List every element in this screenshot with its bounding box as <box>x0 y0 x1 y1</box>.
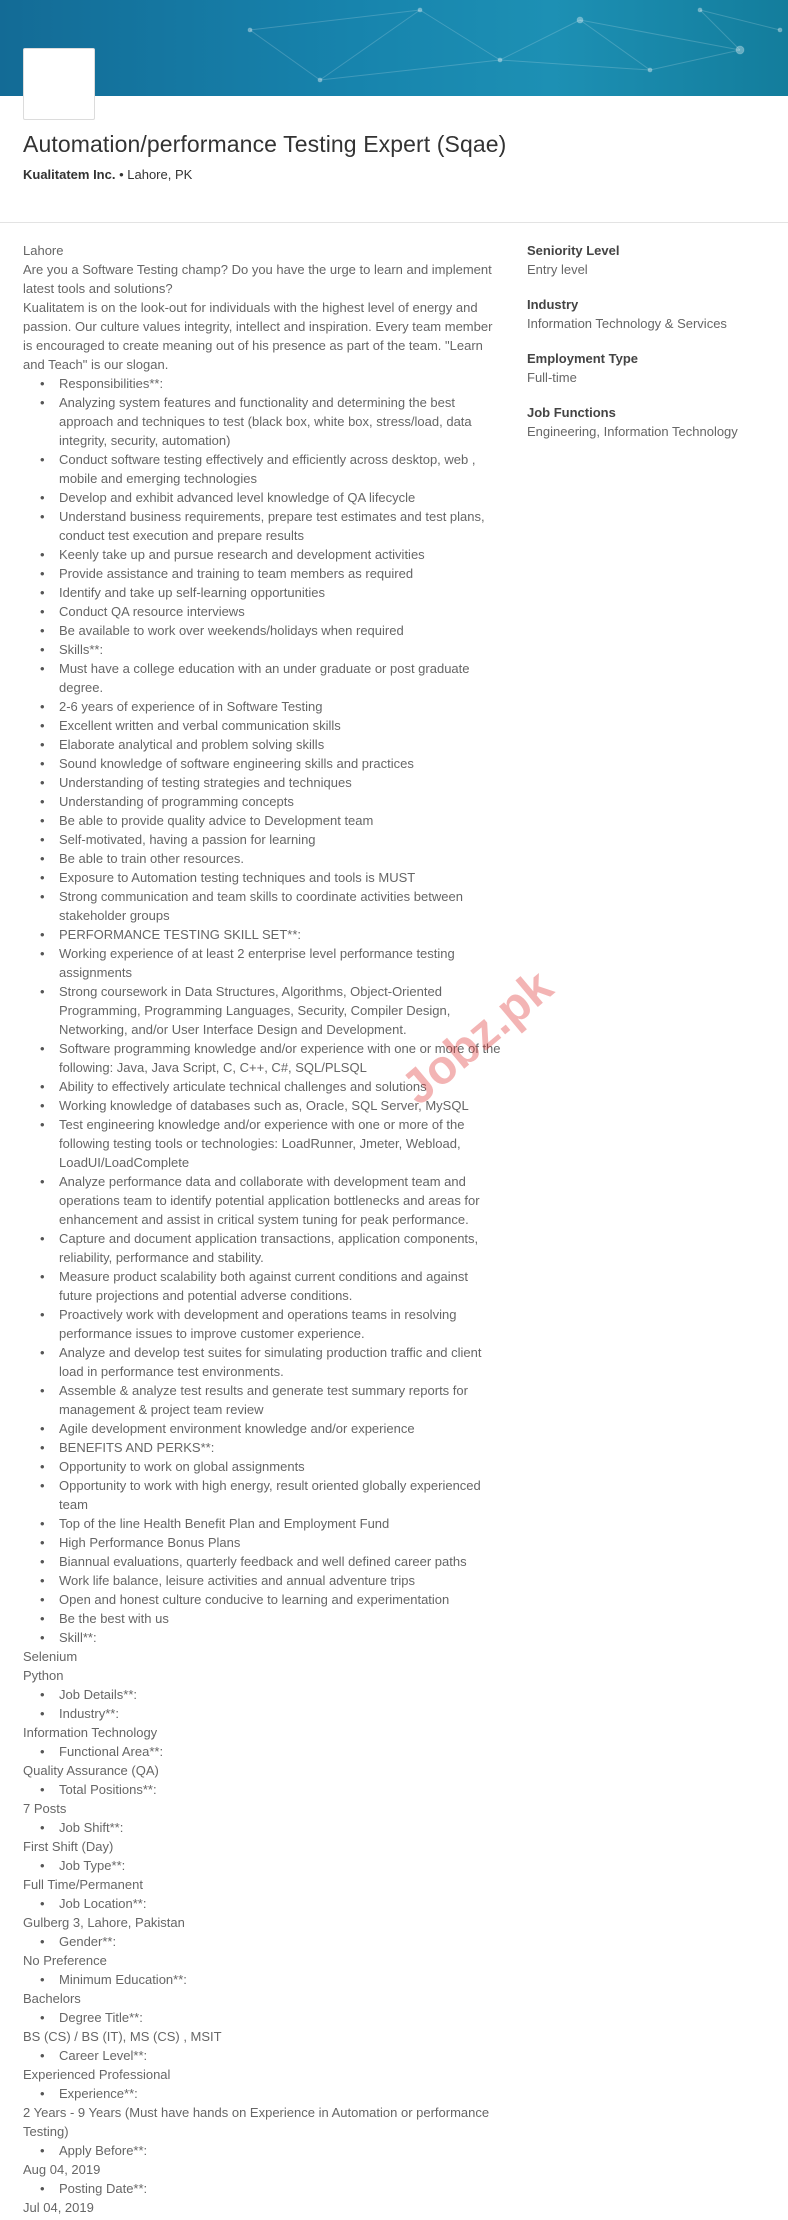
description-paragraph: BS (CS) / BS (IT), MS (CS) , MSIT <box>23 2029 222 2044</box>
list-item-text: Test engineering knowledge and/or experience with one or more of the following testing tools or technologies: LoadRunner, Jmeter, Webload, LoadUI/LoadComplete <box>59 1117 465 1170</box>
bullet-icon: • <box>40 2048 45 2063</box>
list-item <box>23 849 503 868</box>
list-item <box>23 773 503 792</box>
list-item <box>23 1419 503 1438</box>
separator: • <box>115 167 128 182</box>
list-item-text: Industry**: <box>59 1706 119 1721</box>
list-item-text: Apply Before**: <box>59 2143 148 2158</box>
bullet-icon: • <box>40 2010 45 2025</box>
list-item-text: Experience**: <box>59 2086 138 2101</box>
list-item <box>23 1932 503 1951</box>
bullet-icon: • <box>40 1858 45 1873</box>
list-item <box>23 1780 503 1799</box>
list-item-text: Exposure to Automation testing techniques and tools is MUST <box>59 870 416 885</box>
list-item <box>23 1115 503 1172</box>
criteria-value: Full-time <box>527 370 577 385</box>
list-item-text: Working knowledge of databases such as, Oracle, SQL Server, MySQL <box>59 1098 469 1113</box>
description-paragraph: Bachelors <box>23 1991 81 2006</box>
bullet-icon: • <box>40 642 45 657</box>
bullet-icon: • <box>40 794 45 809</box>
list-item <box>23 2046 503 2065</box>
list-item-text: Understand business requirements, prepare test estimates and test plans, conduct test execution and prepare results <box>59 509 485 543</box>
bullet-icon: • <box>40 1972 45 1987</box>
list-item-text: Understanding of programming concepts <box>59 794 294 809</box>
job-description <box>23 241 503 2217</box>
list-item-text: Job Location**: <box>59 1896 147 1911</box>
list-item <box>23 583 503 602</box>
list-item <box>23 716 503 735</box>
criteria-item <box>527 241 777 279</box>
list-item-text: Job Type**: <box>59 1858 126 1873</box>
bullet-icon: • <box>40 1459 45 1474</box>
list-item-text: Excellent written and verbal communication skills <box>59 718 341 733</box>
list-item-text: Proactively work with development and operations teams in resolving performance issues to improve customer experience. <box>59 1307 457 1341</box>
list-item-text: PERFORMANCE TESTING SKILL SET**: <box>59 927 301 942</box>
criteria-value: Entry level <box>527 262 588 277</box>
bullet-icon: • <box>40 1573 45 1588</box>
list-item-text: High Performance Bonus Plans <box>59 1535 241 1550</box>
list-item <box>23 1457 503 1476</box>
list-item <box>23 1552 503 1571</box>
section-divider <box>0 222 788 223</box>
list-item <box>23 1172 503 1229</box>
bullet-icon: • <box>40 1079 45 1094</box>
bullet-icon: • <box>40 832 45 847</box>
list-item-text: Identify and take up self-learning opportunities <box>59 585 325 600</box>
bullet-icon: • <box>40 756 45 771</box>
company-location-line <box>23 167 192 182</box>
list-item <box>23 1514 503 1533</box>
list-item-text: Total Positions**: <box>59 1782 157 1797</box>
bullet-icon: • <box>40 661 45 676</box>
list-item-text: Open and honest culture conducive to learning and experimentation <box>59 1592 450 1607</box>
list-item <box>23 1894 503 1913</box>
bullet-icon: • <box>40 851 45 866</box>
criteria-item <box>527 403 777 441</box>
list-item <box>23 1970 503 1989</box>
bullet-icon: • <box>40 1630 45 1645</box>
description-paragraph: 2 Years - 9 Years (Must have hands on Experience in Automation or performance Testing) <box>23 2105 490 2139</box>
list-item-text: Agile development environment knowledge and/or experience <box>59 1421 415 1436</box>
description-paragraph: Kualitatem is on the look-out for individuals with the highest level of energy and passion. Our culture values integrity, intellect and inspiration. Every team member is encouraged to create meaning out of his presence as part of the team. "Learn and Teach" is our slogan. <box>23 300 493 372</box>
list-item-text: Ability to effectively articulate technical challenges and solutions <box>59 1079 427 1094</box>
bullet-icon: • <box>40 984 45 999</box>
list-item <box>23 2179 503 2198</box>
list-item-text: Analyzing system features and functionality and determining the best approach and techniques to test (black box, white box, stress/load, data integrity, security, automation) <box>59 395 472 448</box>
job-title: Automation/performance Testing Expert (Sqae) <box>23 131 507 157</box>
list-item-text: Provide assistance and training to team members as required <box>59 566 414 581</box>
list-item-text: Skills**: <box>59 642 104 657</box>
list-item <box>23 621 503 640</box>
bullet-icon: • <box>40 1535 45 1550</box>
list-item <box>23 1609 503 1628</box>
bullet-icon: • <box>40 1706 45 1721</box>
bullet-icon: • <box>40 946 45 961</box>
list-item <box>23 1856 503 1875</box>
bullet-icon: • <box>40 1896 45 1911</box>
bullet-icon: • <box>40 395 45 410</box>
list-item-text: Analyze performance data and collaborate with development team and operations team to identify potential application bottlenecks and areas for enhancement and assist in critical system tuning for peak performance. <box>59 1174 480 1227</box>
list-item-text: Gender**: <box>59 1934 117 1949</box>
criteria-item <box>527 349 777 387</box>
list-item <box>23 2008 503 2027</box>
description-paragraph: Selenium <box>23 1649 78 1664</box>
description-paragraph: Full Time/Permanent <box>23 1877 143 1892</box>
list-item <box>23 564 503 583</box>
list-item <box>23 374 503 393</box>
list-item-text: Be able to train other resources. <box>59 851 244 866</box>
list-item <box>23 1476 503 1514</box>
bullet-icon: • <box>40 1592 45 1607</box>
list-item <box>23 507 503 545</box>
list-item <box>23 925 503 944</box>
bullet-icon: • <box>40 1554 45 1569</box>
list-item-text: Job Details**: <box>59 1687 138 1702</box>
list-item-text: Strong coursework in Data Structures, Algorithms, Object-Oriented Programming, Programming Languages, Security, Compiler Design, Networking, and/or User Interface Design and Development. <box>59 984 451 1037</box>
list-item-text: Minimum Education**: <box>59 1972 187 1987</box>
description-paragraph: No Preference <box>23 1953 107 1968</box>
company-logo[interactable] <box>23 48 95 120</box>
bullet-icon: • <box>40 1345 45 1360</box>
list-item-text: Be able to provide quality advice to Development team <box>59 813 374 828</box>
description-paragraph: First Shift (Day) <box>23 1839 114 1854</box>
list-item-text: Be the best with us <box>59 1611 169 1626</box>
bullet-icon: • <box>40 1820 45 1835</box>
list-item <box>23 697 503 716</box>
criteria-label: Employment Type <box>527 351 639 366</box>
criteria-label: Seniority Level <box>527 243 620 258</box>
bullet-icon: • <box>40 2143 45 2158</box>
bullet-icon: • <box>40 1383 45 1398</box>
list-item <box>23 982 503 1039</box>
list-item-text: Degree Title**: <box>59 2010 143 2025</box>
list-item-text: Responsibilities**: <box>59 376 164 391</box>
list-item-text: Elaborate analytical and problem solving skills <box>59 737 325 752</box>
bullet-icon: • <box>40 2181 45 2196</box>
bullet-icon: • <box>40 775 45 790</box>
list-item <box>23 1305 503 1343</box>
list-item-text: Sound knowledge of software engineering skills and practices <box>59 756 414 771</box>
list-item-text: BENEFITS AND PERKS**: <box>59 1440 215 1455</box>
list-item <box>23 545 503 564</box>
list-item-text: Working experience of at least 2 enterprise level performance testing assignments <box>59 946 455 980</box>
description-paragraph: Jul 04, 2019 <box>23 2200 94 2215</box>
job-location: Lahore, PK <box>127 167 193 182</box>
list-item <box>23 2141 503 2160</box>
bullet-icon: • <box>40 737 45 752</box>
list-item-text: Functional Area**: <box>59 1744 164 1759</box>
bullet-icon: • <box>40 1744 45 1759</box>
list-item <box>23 1685 503 1704</box>
list-item-text: Work life balance, leisure activities and annual adventure trips <box>59 1573 416 1588</box>
list-item-text: Opportunity to work with high energy, result oriented globally experienced team <box>59 1478 481 1512</box>
list-item <box>23 1438 503 1457</box>
bullet-icon: • <box>40 1231 45 1246</box>
bullet-icon: • <box>40 1782 45 1797</box>
bullet-icon: • <box>40 452 45 467</box>
list-item <box>23 393 503 450</box>
bullet-icon: • <box>40 927 45 942</box>
list-item-text: Top of the line Health Benefit Plan and Employment Fund <box>59 1516 390 1531</box>
bullet-icon: • <box>40 1307 45 1322</box>
list-item-text: Understanding of testing strategies and techniques <box>59 775 352 790</box>
bullet-icon: • <box>40 585 45 600</box>
list-item <box>23 1628 503 1647</box>
list-item-text: Biannual evaluations, quarterly feedback and well defined career paths <box>59 1554 467 1569</box>
description-paragraph: Python <box>23 1668 64 1683</box>
header-banner <box>0 0 788 96</box>
list-item <box>23 754 503 773</box>
description-paragraph: Gulberg 3, Lahore, Pakistan <box>23 1915 185 1930</box>
list-item <box>23 1533 503 1552</box>
bullet-icon: • <box>40 2086 45 2101</box>
list-item <box>23 944 503 982</box>
list-item <box>23 1267 503 1305</box>
bullet-icon: • <box>40 547 45 562</box>
watermark: Jobz.pk <box>391 959 563 1116</box>
list-item-text: Capture and document application transactions, application components, reliability, performance and stability. <box>59 1231 479 1265</box>
list-item-text: Software programming knowledge and/or experience with one or more of the following: Java, Java Script, C, C++, C#, SQL/PLSQL <box>59 1041 501 1075</box>
list-item-text: Keenly take up and pursue research and development activities <box>59 547 425 562</box>
bullet-icon: • <box>40 490 45 505</box>
list-item-text: Strong communication and team skills to coordinate activities between stakeholder groups <box>59 889 463 923</box>
bullet-icon: • <box>40 509 45 524</box>
list-item-text: Assemble & analyze test results and generate test summary reports for management & project team review <box>59 1383 468 1417</box>
bullet-icon: • <box>40 1117 45 1132</box>
bullet-icon: • <box>40 1440 45 1455</box>
list-item <box>23 1590 503 1609</box>
description-paragraph: Information Technology <box>23 1725 158 1740</box>
job-criteria <box>527 241 777 457</box>
bullet-icon: • <box>40 870 45 885</box>
list-item <box>23 640 503 659</box>
bullet-icon: • <box>40 604 45 619</box>
list-item <box>23 1229 503 1267</box>
list-item-text: Posting Date**: <box>59 2181 148 2196</box>
list-item-text: Analyze and develop test suites for simulating production traffic and client load in performance test environments. <box>59 1345 482 1379</box>
list-item-text: 2-6 years of experience of in Software Testing <box>59 699 323 714</box>
list-item <box>23 659 503 697</box>
bullet-icon: • <box>40 1269 45 1284</box>
criteria-value: Information Technology & Services <box>527 316 727 331</box>
bullet-icon: • <box>40 623 45 638</box>
bullet-icon: • <box>40 1421 45 1436</box>
list-item <box>23 830 503 849</box>
bullet-icon: • <box>40 699 45 714</box>
list-item <box>23 1381 503 1419</box>
list-item <box>23 735 503 754</box>
list-item <box>23 1343 503 1381</box>
bullet-icon: • <box>40 1934 45 1949</box>
list-item <box>23 1818 503 1837</box>
list-item-text: Conduct software testing effectively and efficiently across desktop, web , mobile and emerging technologies <box>59 452 476 486</box>
list-item <box>23 2084 503 2103</box>
bullet-icon: • <box>40 376 45 391</box>
bullet-icon: • <box>40 1478 45 1493</box>
list-item <box>23 811 503 830</box>
list-item <box>23 602 503 621</box>
list-item-text: Opportunity to work on global assignments <box>59 1459 305 1474</box>
bullet-icon: • <box>40 718 45 733</box>
description-paragraph: Lahore <box>23 243 64 258</box>
bullet-icon: • <box>40 1516 45 1531</box>
bullet-icon: • <box>40 1174 45 1189</box>
list-item <box>23 488 503 507</box>
bullet-icon: • <box>40 1098 45 1113</box>
list-item <box>23 450 503 488</box>
bullet-icon: • <box>40 813 45 828</box>
list-item-text: Skill**: <box>59 1630 97 1645</box>
list-item-text: Conduct QA resource interviews <box>59 604 245 619</box>
list-item <box>23 868 503 887</box>
list-item-text: Be available to work over weekends/holidays when required <box>59 623 404 638</box>
list-item <box>23 1571 503 1590</box>
list-item-text: Job Shift**: <box>59 1820 124 1835</box>
list-item <box>23 792 503 811</box>
bullet-icon: • <box>40 1041 45 1056</box>
criteria-item <box>527 295 777 333</box>
description-paragraph: Aug 04, 2019 <box>23 2162 101 2177</box>
description-paragraph: Experienced Professional <box>23 2067 171 2082</box>
list-item-text: Self-motivated, having a passion for learning <box>59 832 316 847</box>
list-item-text: Develop and exhibit advanced level knowledge of QA lifecycle <box>59 490 416 505</box>
list-item <box>23 1704 503 1723</box>
list-item-text: Career Level**: <box>59 2048 148 2063</box>
description-paragraph: 7 Posts <box>23 1801 67 1816</box>
description-paragraph: Quality Assurance (QA) <box>23 1763 159 1778</box>
bullet-icon: • <box>40 889 45 904</box>
description-paragraph: Are you a Software Testing champ? Do you have the urge to learn and implement latest tools and solutions? <box>23 262 492 296</box>
list-item <box>23 887 503 925</box>
list-item-text: Measure product scalability both against current conditions and against future projections and potential adverse conditions. <box>59 1269 469 1303</box>
bullet-icon: • <box>40 1687 45 1702</box>
network-pattern-graphic <box>0 0 788 96</box>
bullet-icon: • <box>40 566 45 581</box>
list-item <box>23 1742 503 1761</box>
criteria-label: Job Functions <box>527 405 616 420</box>
criteria-label: Industry <box>527 297 579 312</box>
company-name[interactable]: Kualitatem Inc. <box>23 167 116 182</box>
bullet-icon: • <box>40 1611 45 1626</box>
criteria-value: Engineering, Information Technology <box>527 424 738 439</box>
list-item-text: Must have a college education with an under graduate or post graduate degree. <box>59 661 470 695</box>
